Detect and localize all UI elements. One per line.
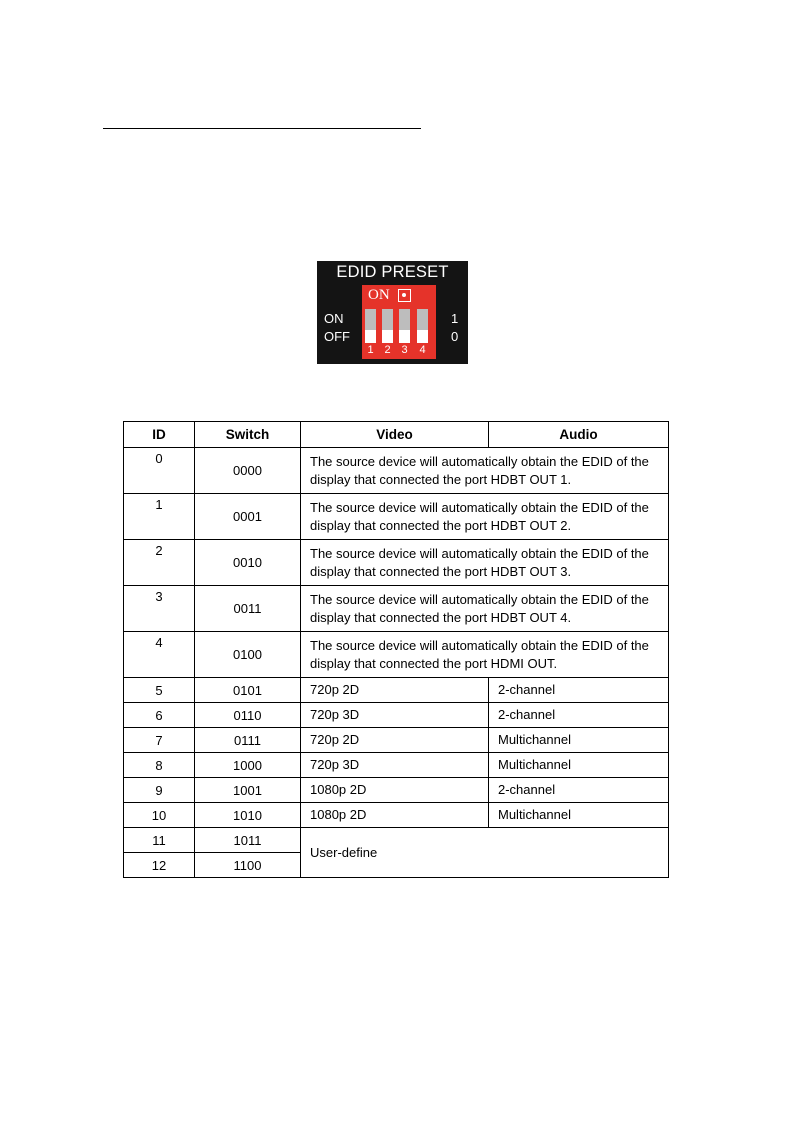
cell-video: 1080p 2D bbox=[301, 803, 489, 828]
cell-audio: Multichannel bbox=[489, 728, 669, 753]
cell-video: 720p 3D bbox=[301, 703, 489, 728]
dip-one-label: 1 bbox=[451, 311, 459, 326]
table-row bbox=[124, 703, 669, 728]
cell-switch: 1000 bbox=[195, 753, 301, 778]
cell-id: 3 bbox=[124, 586, 195, 632]
cell-id: 1 bbox=[124, 494, 195, 540]
cell-audio: Multichannel bbox=[489, 753, 669, 778]
dip-off-label: OFF bbox=[324, 329, 350, 344]
dip-switch-block bbox=[362, 285, 436, 359]
table-row bbox=[124, 494, 669, 540]
section-rule bbox=[103, 128, 421, 129]
dip-zero-label: 0 bbox=[451, 329, 459, 344]
table-row bbox=[124, 678, 669, 703]
cell-description: The source device will automatically obtain the EDID of the display that connected the port HDBT OUT 3. bbox=[301, 540, 669, 586]
header-video: Video bbox=[301, 422, 489, 448]
cell-id: 12 bbox=[124, 853, 195, 878]
cell-switch: 0100 bbox=[195, 632, 301, 678]
cell-description: The source device will automatically obtain the EDID of the display that connected the port HDBT OUT 1. bbox=[301, 448, 669, 494]
cell-audio: 2-channel bbox=[489, 703, 669, 728]
cell-audio: 2-channel bbox=[489, 778, 669, 803]
table-row bbox=[124, 778, 669, 803]
dip-switch-number: 1 bbox=[367, 344, 374, 356]
header-audio: Audio bbox=[489, 422, 669, 448]
header-switch: Switch bbox=[195, 422, 301, 448]
dip-on-label: ON bbox=[324, 311, 344, 326]
table-header-row bbox=[124, 422, 669, 448]
table-row bbox=[124, 586, 669, 632]
edid-settings-table bbox=[123, 421, 669, 878]
table-row bbox=[124, 540, 669, 586]
dip-on-marking: ON bbox=[368, 287, 390, 303]
cell-switch: 0001 bbox=[195, 494, 301, 540]
cell-switch: 0011 bbox=[195, 586, 301, 632]
cell-id: 8 bbox=[124, 753, 195, 778]
dip-switch-number: 3 bbox=[401, 344, 408, 356]
table-row bbox=[124, 828, 669, 853]
cell-id: 6 bbox=[124, 703, 195, 728]
cell-switch: 1001 bbox=[195, 778, 301, 803]
table-row bbox=[124, 753, 669, 778]
cell-description: User-define bbox=[301, 828, 669, 878]
table-row bbox=[124, 448, 669, 494]
dip-switch-4 bbox=[417, 309, 428, 343]
cell-video: 720p 3D bbox=[301, 753, 489, 778]
dip-switch-2 bbox=[382, 309, 393, 343]
table-row bbox=[124, 728, 669, 753]
cell-id: 2 bbox=[124, 540, 195, 586]
cell-switch: 0110 bbox=[195, 703, 301, 728]
cell-switch: 0000 bbox=[195, 448, 301, 494]
cell-video: 720p 2D bbox=[301, 678, 489, 703]
cell-description: The source device will automatically obtain the EDID of the display that connected the port HDBT OUT 2. bbox=[301, 494, 669, 540]
cell-switch: 0111 bbox=[195, 728, 301, 753]
edid-preset-dip-switch-image bbox=[317, 261, 468, 364]
edid-preset-title: EDID PRESET bbox=[336, 263, 449, 281]
cell-switch: 1010 bbox=[195, 803, 301, 828]
cell-video: 720p 2D bbox=[301, 728, 489, 753]
dip-switch-number: 4 bbox=[419, 344, 426, 356]
cell-video: 1080p 2D bbox=[301, 778, 489, 803]
cell-switch: 0101 bbox=[195, 678, 301, 703]
cell-id: 9 bbox=[124, 778, 195, 803]
cell-audio: Multichannel bbox=[489, 803, 669, 828]
cell-switch: 0010 bbox=[195, 540, 301, 586]
table-row bbox=[124, 632, 669, 678]
cell-switch: 1011 bbox=[195, 828, 301, 853]
dip-switch-3 bbox=[399, 309, 410, 343]
cell-switch: 1100 bbox=[195, 853, 301, 878]
cell-audio: 2-channel bbox=[489, 678, 669, 703]
cell-id: 4 bbox=[124, 632, 195, 678]
header-id: ID bbox=[124, 422, 195, 448]
cell-description: The source device will automatically obtain the EDID of the display that connected the port HDMI OUT. bbox=[301, 632, 669, 678]
table-row bbox=[124, 803, 669, 828]
cell-id: 0 bbox=[124, 448, 195, 494]
cell-id: 11 bbox=[124, 828, 195, 853]
cell-id: 7 bbox=[124, 728, 195, 753]
dip-switch-1 bbox=[365, 309, 376, 343]
dip-logo-icon bbox=[398, 289, 411, 302]
dip-switch-number: 2 bbox=[384, 344, 391, 356]
cell-id: 5 bbox=[124, 678, 195, 703]
cell-description: The source device will automatically obtain the EDID of the display that connected the port HDBT OUT 4. bbox=[301, 586, 669, 632]
cell-id: 10 bbox=[124, 803, 195, 828]
